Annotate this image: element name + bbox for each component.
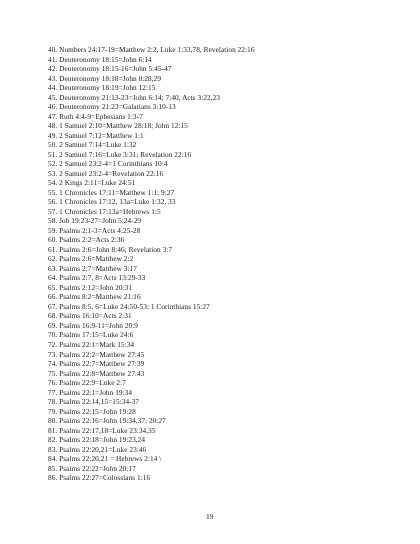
list-item: 64. Psalms 2:7, 8=Acts 13:29-33: [48, 273, 146, 283]
list-item: 50. 2 Samuel 7:14=Luke 1:32: [48, 140, 137, 150]
page-number: 19: [206, 512, 214, 521]
list-item: 61. Psalms 2:6=John 8:46; Revelation 3:7: [48, 244, 173, 254]
list-item: 58. Job 19:23-27=John 5:24-29: [48, 216, 142, 226]
list-item: 47. Ruth 4:4-9=Ephesians 1:3-7: [48, 111, 143, 121]
list-item: 78. Psalms 22:14,15=15:34-37: [48, 397, 140, 407]
list-item: 72. Psalms 22:1=Mark 15:34: [48, 339, 135, 349]
list-item: 57. 1 Chronicles 17:13a=Hebrews 1:5: [48, 206, 161, 216]
list-item: 69. Psalms 16:9-11=John 20:9: [48, 320, 138, 330]
list-item: 84. Psalms 22:20,21 = Hebrews 2:14 \: [48, 454, 162, 464]
list-item: 68. Psalms 16:10=Acts 2:31: [48, 311, 132, 321]
list-item: 41. Deuteronomy 18:15=John 6:14: [48, 54, 152, 64]
list-item: 80. Psalms 22:16=John 19:34,37; 20:27: [48, 416, 166, 426]
list-item: 44. Deuteronomy 18:19=John 12:15: [48, 83, 156, 93]
list-item: 59. Psalms 2:1-3=Acts 4:25-28: [48, 225, 141, 235]
list-item: 49. 2 Samuel 7:12=Matthew 1:1: [48, 130, 144, 140]
list-item: 43. Deuteronomy 18:18=John 8:28,29: [48, 73, 162, 83]
list-item: 70. Psalms 17:15=Luke 24:6: [48, 330, 134, 340]
list-item: 79. Psalms 22:15=John 19:28: [48, 406, 136, 416]
list-item: 46. Deuteronomy 21:23=Galatians 3:10-13: [48, 102, 176, 112]
list-item: 55. 1 Chronicles 17:11=Matthew 1:1; 9:27: [48, 187, 175, 197]
list-item: 54. 2 Kings 2:11=Luke 24:51: [48, 178, 136, 188]
list-item: 85. Psalms 22:22=John 20:17: [48, 463, 136, 473]
list-item: 73. Psalms 22:2=Matthew 27:45: [48, 349, 145, 359]
list-item: 76. Psalms 22:9=Luke 2:7: [48, 378, 126, 388]
list-item: 65. Psalms 2:12=John 20:31: [48, 282, 133, 292]
list-item: 66. Psalms 8:2=Matthew 21:16: [48, 292, 141, 302]
list-item: 51. 2 Samuel 7:16=Luke 3:31; Revelation 22:16: [48, 149, 192, 159]
list-item: 83. Psalms 22:20,21=Luke 23:46: [48, 444, 147, 454]
list-item: 62. Psalms 2:6=Matthew 2:2: [48, 254, 134, 264]
list-item: 86. Psalms 22:27=Colossians 1:16: [48, 473, 151, 483]
list-item: 56. 1 Chronicles 17:12, 13a=Luke 1:32, 33: [48, 197, 176, 207]
list-item: 60. Psalms 2:2=Acts 2:36: [48, 235, 125, 245]
list-item: 67. Psalms 8:5, 6=Luke 24:50-53; 1 Corinthians 15:27: [48, 301, 210, 311]
list-item: 75. Psalms 22:8=Matthew 27:43: [48, 368, 145, 378]
list-item: 77. Psalms 22:1=John 19:34: [48, 387, 133, 397]
prophecy-list: [48, 45, 255, 483]
list-item: 53. 2 Samuel 23:2-4=Revelation 22:16: [48, 168, 164, 178]
list-item: 74. Psalms 22:7=Matthew 27:39: [48, 359, 145, 369]
list-item: 45. Deuteronomy 21:13-23=John 6:14; 7:40, Acts 3:22,23: [48, 92, 220, 102]
list-item: 63. Psalms 2:7=Matthew 3:17: [48, 263, 137, 273]
list-item: 42. Deuteronomy 18:15-16=John 5:45-47: [48, 64, 172, 74]
list-item: 48. 1 Samuel 2:10=Matthew 28:18; John 12:15: [48, 121, 188, 131]
list-item: 52. 2 Samuel 23:2-4=1 Corinthians 10:4: [48, 159, 168, 169]
list-item: 40. Numbers 24:17-19=Matthew 2:2, Luke 1:33,78, Revelation 22:16: [48, 45, 255, 54]
list-item: 81. Psalms 22:17,18=Luke 23:34,35: [48, 425, 156, 435]
list-item: 82. Psalms 22:18=John 19:23,24: [48, 435, 146, 445]
